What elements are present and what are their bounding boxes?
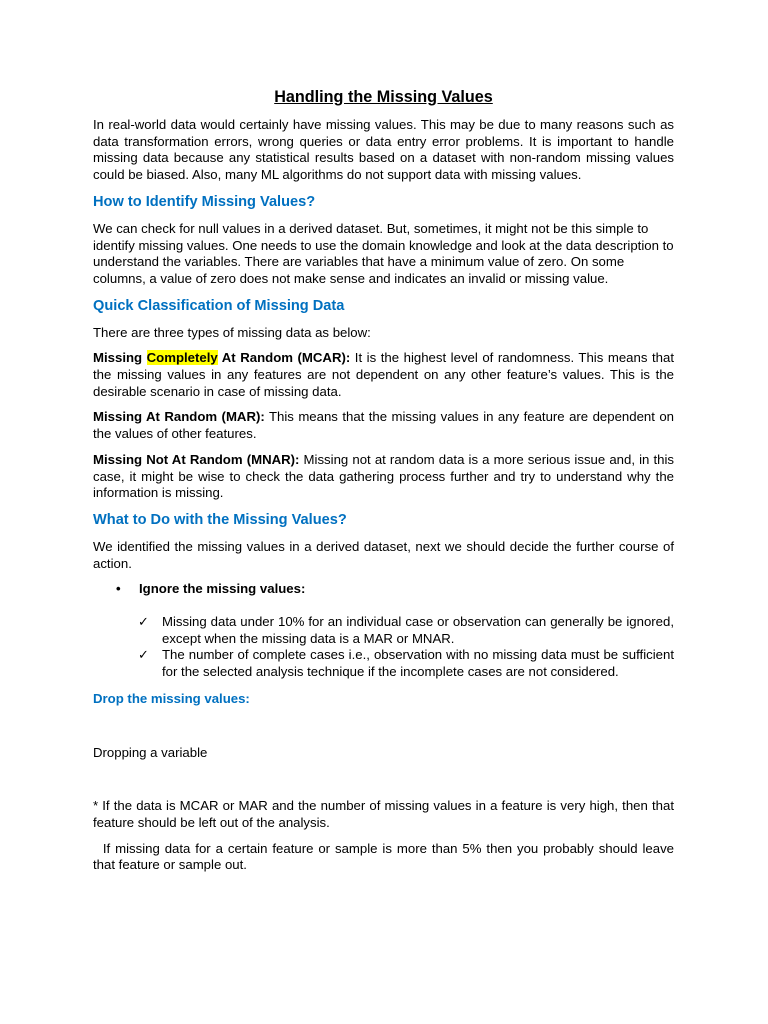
mar-body: This means that the missing values in any feature are dependent on the values of other features.	[93, 409, 675, 442]
check-item	[93, 614, 674, 647]
ignore-label: Ignore the missing values:	[139, 581, 306, 597]
mar-paragraph	[93, 409, 674, 442]
mcar-label-prefix: Missing	[93, 350, 147, 366]
drop-note-2: If missing data for a certain feature or sample is more than 5% then you probably should leave that feature or sample out.	[93, 840, 678, 873]
mcar-paragraph	[93, 350, 674, 400]
mcar-label-suffix: At Random (MCAR):	[217, 350, 351, 366]
mnar-body: Missing not at random data is a more serious issue and, in this case, it might be wise to check the data gathering process further and try to understand why the information is missing.	[93, 451, 675, 501]
mnar-paragraph	[93, 452, 674, 502]
check-list	[93, 614, 674, 681]
mcar-label-highlight: Completely	[146, 350, 218, 366]
check-item-text: Missing data under 10% for an individual case or observation can generally be ignored, except when the missing data is a MAR or MNAR.	[162, 614, 674, 646]
mcar-body: It is the highest level of randomness. This means that the missing values in any features are not dependent on any other feature’s values. This is the desirable scenario in case of missing data.	[93, 350, 674, 399]
spacer	[93, 770, 674, 798]
drop-note-1: * If the data is MCAR or MAR and the number of missing values in a feature is very high, then that feature should be left out of the analysis.	[93, 798, 674, 830]
ignore-bullet-item	[93, 581, 674, 598]
mar-label: Missing At Random (MAR):	[93, 409, 265, 425]
dropping-variable-text: Dropping a variable	[93, 744, 208, 760]
what-to-do-paragraph: We identified the missing values in a derived dataset, next we should decide the further course of action.	[93, 538, 674, 571]
spacer	[93, 717, 674, 745]
mnar-label: Missing Not At Random (MNAR):	[93, 451, 300, 467]
classification-heading: Quick Classification of Missing Data	[93, 297, 345, 314]
what-to-do-heading: What to Do with the Missing Values?	[93, 511, 347, 528]
identify-heading: How to Identify Missing Values?	[93, 193, 316, 210]
check-item-text: The number of complete cases i.e., observation with no missing data must be sufficient for the selected analysis technique if the incomplete cases are not considered.	[162, 647, 674, 680]
identify-paragraph: We can check for null values in a derived dataset. But, sometimes, it might not be this simple to identify missing values. One needs to use the domain knowledge and look at the data description to understand the variables. There are variables that have a minimum value of zero. On some columns, a value of zero does not make sense and indicates an invalid or missing value.	[93, 220, 674, 286]
checkmark-icon: ✓	[138, 614, 150, 630]
checkmark-icon: ✓	[138, 647, 150, 663]
bullet-icon: •	[116, 581, 121, 597]
intro-paragraph: In real-world data would certainly have missing values. This may be due to many reasons such as data transformation errors, wrong queries or data entry error problems. It is important to handle missing data because any statistical results based on a dataset with non-random missing values could be biased. Also, many ML algorithms do not support data with missing values.	[93, 117, 674, 183]
drop-heading: Drop the missing values:	[93, 690, 250, 706]
document-title: Handling the Missing Values	[274, 88, 493, 106]
check-item	[93, 647, 674, 680]
document-content	[93, 86, 678, 883]
classification-intro: There are three types of missing data as below:	[93, 324, 371, 340]
